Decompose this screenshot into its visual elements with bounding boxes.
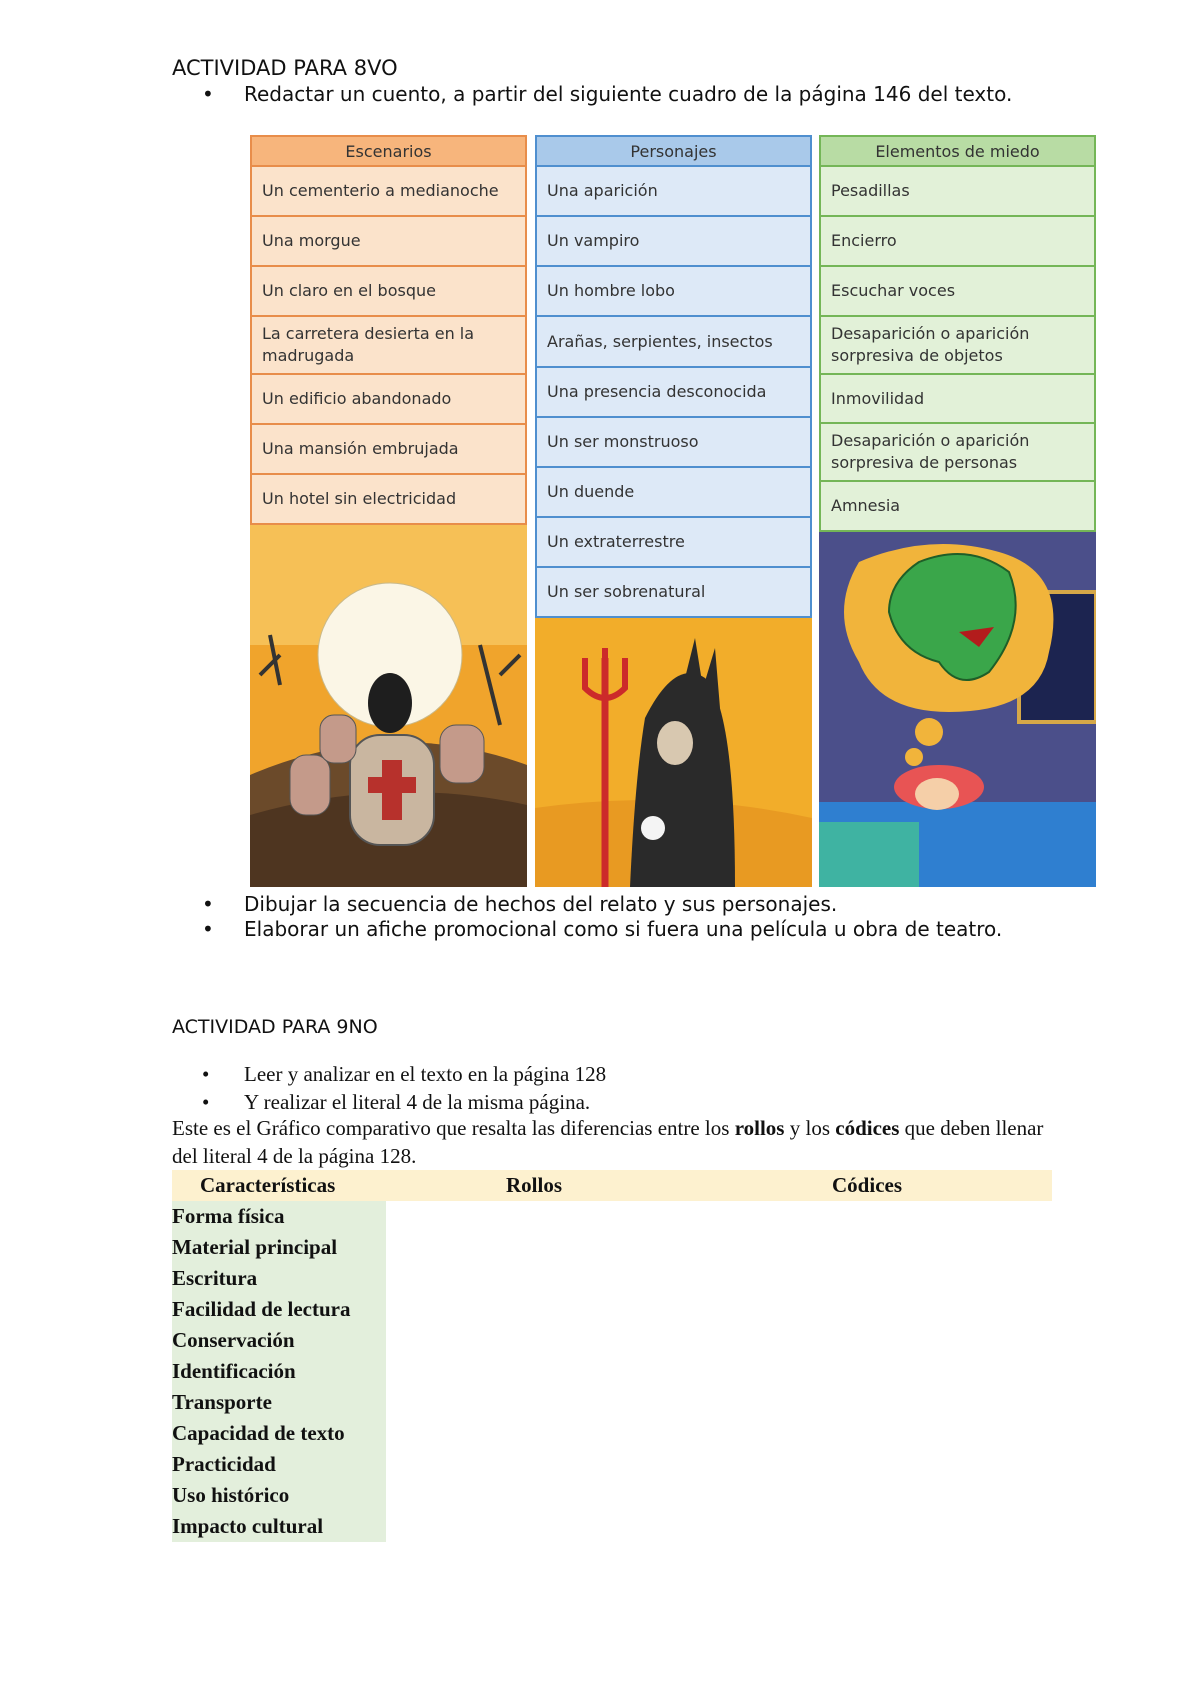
- codices-cell[interactable]: [682, 1294, 1052, 1325]
- chart-cell: Un hombre lobo: [535, 267, 812, 317]
- instructions-list-9no: [172, 1060, 1032, 1116]
- chart-cell: Un extraterrestre: [535, 518, 812, 568]
- instruction-item: • Redactar un cuento, a partir del siguiente cuadro de la página 146 del texto.: [172, 82, 1032, 107]
- instructions-list-bottom: [172, 892, 1032, 942]
- codices-cell[interactable]: [682, 1387, 1052, 1418]
- codices-cell[interactable]: [682, 1511, 1052, 1542]
- chart-cell: Un ser monstruoso: [535, 418, 812, 468]
- table-row: [172, 1356, 1052, 1387]
- codices-cell[interactable]: [682, 1418, 1052, 1449]
- row-label: Escritura: [172, 1263, 386, 1294]
- table-row: [172, 1263, 1052, 1294]
- comparison-table: [172, 1170, 1052, 1542]
- header-caracteristicas: Características: [172, 1170, 386, 1201]
- paragraph-text: Este es el Gráfico comparativo que resalta las diferencias entre los: [172, 1116, 735, 1140]
- table-row: [172, 1201, 1052, 1232]
- child-nightmare-monster-illustration: [819, 532, 1096, 887]
- row-label: Facilidad de lectura: [172, 1294, 386, 1325]
- instruction-item: • Dibujar la secuencia de hechos del relato y sus personajes.: [172, 892, 1032, 917]
- rollos-cell[interactable]: [386, 1356, 682, 1387]
- column-escenarios: [250, 135, 527, 525]
- chart-cell: Un duende: [535, 468, 812, 518]
- chart-cell: Desaparición o aparición sorpresiva de personas: [819, 424, 1096, 482]
- instruction-item: • Leer y analizar en el texto en la página 128: [172, 1060, 1032, 1088]
- chart-cell: Un hotel sin electricidad: [250, 475, 527, 525]
- row-label: Conservación: [172, 1325, 386, 1356]
- rollos-cell[interactable]: [386, 1418, 682, 1449]
- row-label: Impacto cultural: [172, 1511, 386, 1542]
- row-label: Forma física: [172, 1201, 386, 1232]
- rollos-cell[interactable]: [386, 1511, 682, 1542]
- rollos-cell[interactable]: [386, 1387, 682, 1418]
- row-label: Capacidad de texto: [172, 1418, 386, 1449]
- chart-cell: Una morgue: [250, 217, 527, 267]
- header-rollos: Rollos: [386, 1170, 682, 1201]
- chart-cell: Una aparición: [535, 167, 812, 217]
- grim-reaper-with-trident-illustration: [535, 618, 812, 887]
- codices-cell[interactable]: [682, 1480, 1052, 1511]
- table-row: [172, 1232, 1052, 1263]
- section-title-8vo: ACTIVIDAD PARA 8VO: [172, 56, 398, 80]
- instruction-item: • Elaborar un afiche promocional como si fuera una película u obra de teatro.: [172, 917, 1032, 942]
- paragraph-text: que deben llenar del literal 4 de la página 128.: [172, 1116, 1044, 1168]
- rollos-cell[interactable]: [386, 1263, 682, 1294]
- table-header-row: [172, 1170, 1052, 1201]
- row-label: Identificación: [172, 1356, 386, 1387]
- column-elementos-de-miedo: [819, 135, 1096, 532]
- rollos-cell[interactable]: [386, 1232, 682, 1263]
- chart-cell: Un cementerio a medianoche: [250, 167, 527, 217]
- paragraph-text: y los: [784, 1116, 836, 1140]
- table-row: [172, 1480, 1052, 1511]
- header-codices: Códices: [682, 1170, 1052, 1201]
- table-row: [172, 1325, 1052, 1356]
- chart-cell: Un claro en el bosque: [250, 267, 527, 317]
- chart-cell: Un ser sobrenatural: [535, 568, 812, 618]
- column-personajes: [535, 135, 812, 618]
- chart-cell: Arañas, serpientes, insectos: [535, 317, 812, 368]
- table-row: [172, 1449, 1052, 1480]
- instructions-list-top: [172, 82, 1032, 107]
- column-header: Personajes: [535, 135, 812, 167]
- rollos-cell[interactable]: [386, 1201, 682, 1232]
- chart-cell: Un vampiro: [535, 217, 812, 267]
- row-label: Uso histórico: [172, 1480, 386, 1511]
- table-row: [172, 1387, 1052, 1418]
- chart-cell: Encierro: [819, 217, 1096, 267]
- table-row: [172, 1511, 1052, 1542]
- chart-cell: Una presencia desconocida: [535, 368, 812, 418]
- rollos-cell[interactable]: [386, 1294, 682, 1325]
- chart-cell: La carretera desierta en la madrugada: [250, 317, 527, 375]
- chart-cell: Una mansión embrujada: [250, 425, 527, 475]
- instruction-item: • Y realizar el literal 4 de la misma página.: [172, 1088, 1032, 1116]
- codices-cell[interactable]: [682, 1356, 1052, 1387]
- chart-cell: Escuchar voces: [819, 267, 1096, 317]
- table-row: [172, 1294, 1052, 1325]
- codices-cell[interactable]: [682, 1201, 1052, 1232]
- paragraph-bold-codices: códices: [835, 1116, 900, 1140]
- codices-cell[interactable]: [682, 1449, 1052, 1480]
- comparison-intro-paragraph: [172, 1114, 1052, 1170]
- rollos-cell[interactable]: [386, 1480, 682, 1511]
- graveyard-with-crow-illustration: [250, 525, 527, 887]
- chart-cell: Amnesia: [819, 482, 1096, 532]
- codices-cell[interactable]: [682, 1232, 1052, 1263]
- chart-cell: Un edificio abandonado: [250, 375, 527, 425]
- chart-cell: Desaparición o aparición sorpresiva de objetos: [819, 317, 1096, 375]
- row-label: Material principal: [172, 1232, 386, 1263]
- row-label: Transporte: [172, 1387, 386, 1418]
- paragraph-bold-rollos: rollos: [734, 1116, 785, 1140]
- chart-cell: Pesadillas: [819, 167, 1096, 217]
- codices-cell[interactable]: [682, 1325, 1052, 1356]
- column-header: Escenarios: [250, 135, 527, 167]
- rollos-cell[interactable]: [386, 1449, 682, 1480]
- rollos-cell[interactable]: [386, 1325, 682, 1356]
- table-row: [172, 1418, 1052, 1449]
- column-header: Elementos de miedo: [819, 135, 1096, 167]
- codices-cell[interactable]: [682, 1263, 1052, 1294]
- chart-cell: Inmovilidad: [819, 375, 1096, 424]
- row-label: Practicidad: [172, 1449, 386, 1480]
- section-title-9no: ACTIVIDAD PARA 9NO: [172, 1016, 378, 1038]
- story-elements-chart: [250, 135, 1096, 887]
